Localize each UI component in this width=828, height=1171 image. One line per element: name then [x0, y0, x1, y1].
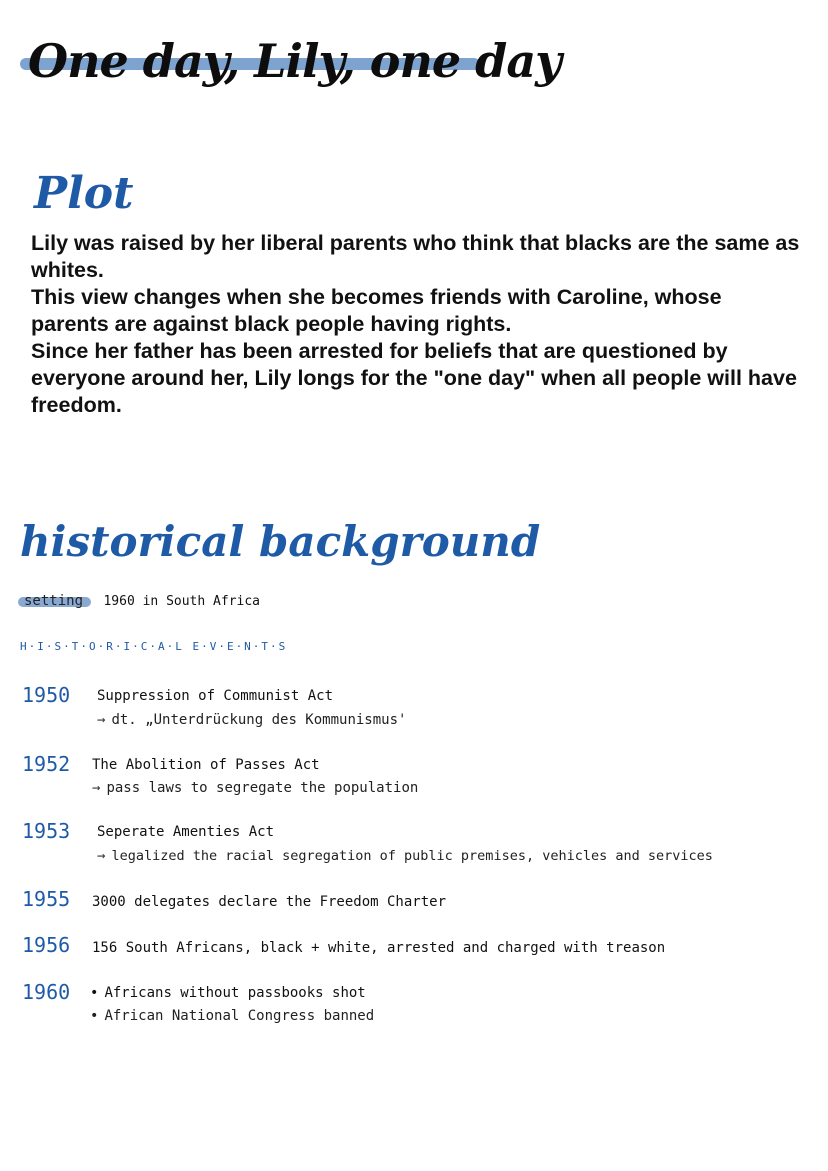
event-title: Suppression of Communist Act — [97, 688, 334, 704]
page-title: One day, Lily, one day — [28, 34, 561, 88]
event-year: 1950 — [22, 683, 71, 707]
event-detail-text: dt. „Unterdrückung des Kommunismus' — [111, 712, 407, 728]
event-detail — [97, 712, 406, 728]
event-year: 1955 — [22, 887, 71, 911]
event-title: 156 South Africans, black + white, arrested and charged with treason — [92, 940, 666, 956]
events-label: H·I·S·T·O·R·I·C·A·L E·V·E·N·T·S — [20, 640, 288, 653]
plot-paragraph: Lily was raised by her liberal parents who think that blacks are the same as whites. — [31, 231, 800, 282]
event-detail-text: legalized the racial segregation of public premises, vehicles and services — [111, 848, 713, 864]
event-title: Seperate Amenties Act — [97, 824, 275, 840]
event-year: 1953 — [22, 819, 71, 843]
historical-heading: historical background — [20, 517, 541, 566]
bullet-icon: • — [90, 985, 99, 1001]
event-detail-text: pass laws to segregate the population — [106, 780, 419, 796]
setting-label: setting — [20, 593, 87, 609]
event-title: The Abolition of Passes Act — [92, 757, 320, 773]
bullet-icon: • — [90, 1008, 99, 1024]
plot-heading: Plot — [34, 168, 134, 219]
arrow-right-icon: → — [97, 712, 106, 728]
event-detail-text: African National Congress banned — [104, 1008, 375, 1024]
event-detail — [97, 848, 713, 864]
event-detail — [90, 1008, 374, 1024]
setting-value: 1960 in South Africa — [103, 594, 261, 609]
event-year: 1960 — [22, 980, 71, 1004]
arrow-right-icon: → — [97, 848, 106, 864]
event-title — [90, 985, 366, 1001]
plot-paragraph: This view changes when she becomes friends with Caroline, whose parents are against black people having rights. — [31, 285, 722, 336]
event-detail — [92, 780, 418, 796]
event-title-text: Africans without passbooks shot — [104, 985, 366, 1001]
event-year: 1952 — [22, 752, 71, 776]
event-title: 3000 delegates declare the Freedom Charter — [92, 894, 447, 910]
event-year: 1956 — [22, 933, 71, 957]
plot-paragraph: Since her father has been arrested for beliefs that are questioned by everyone around her, Lily longs for the "one day" when all people will have freedom. — [31, 339, 797, 417]
arrow-right-icon: → — [92, 780, 101, 796]
